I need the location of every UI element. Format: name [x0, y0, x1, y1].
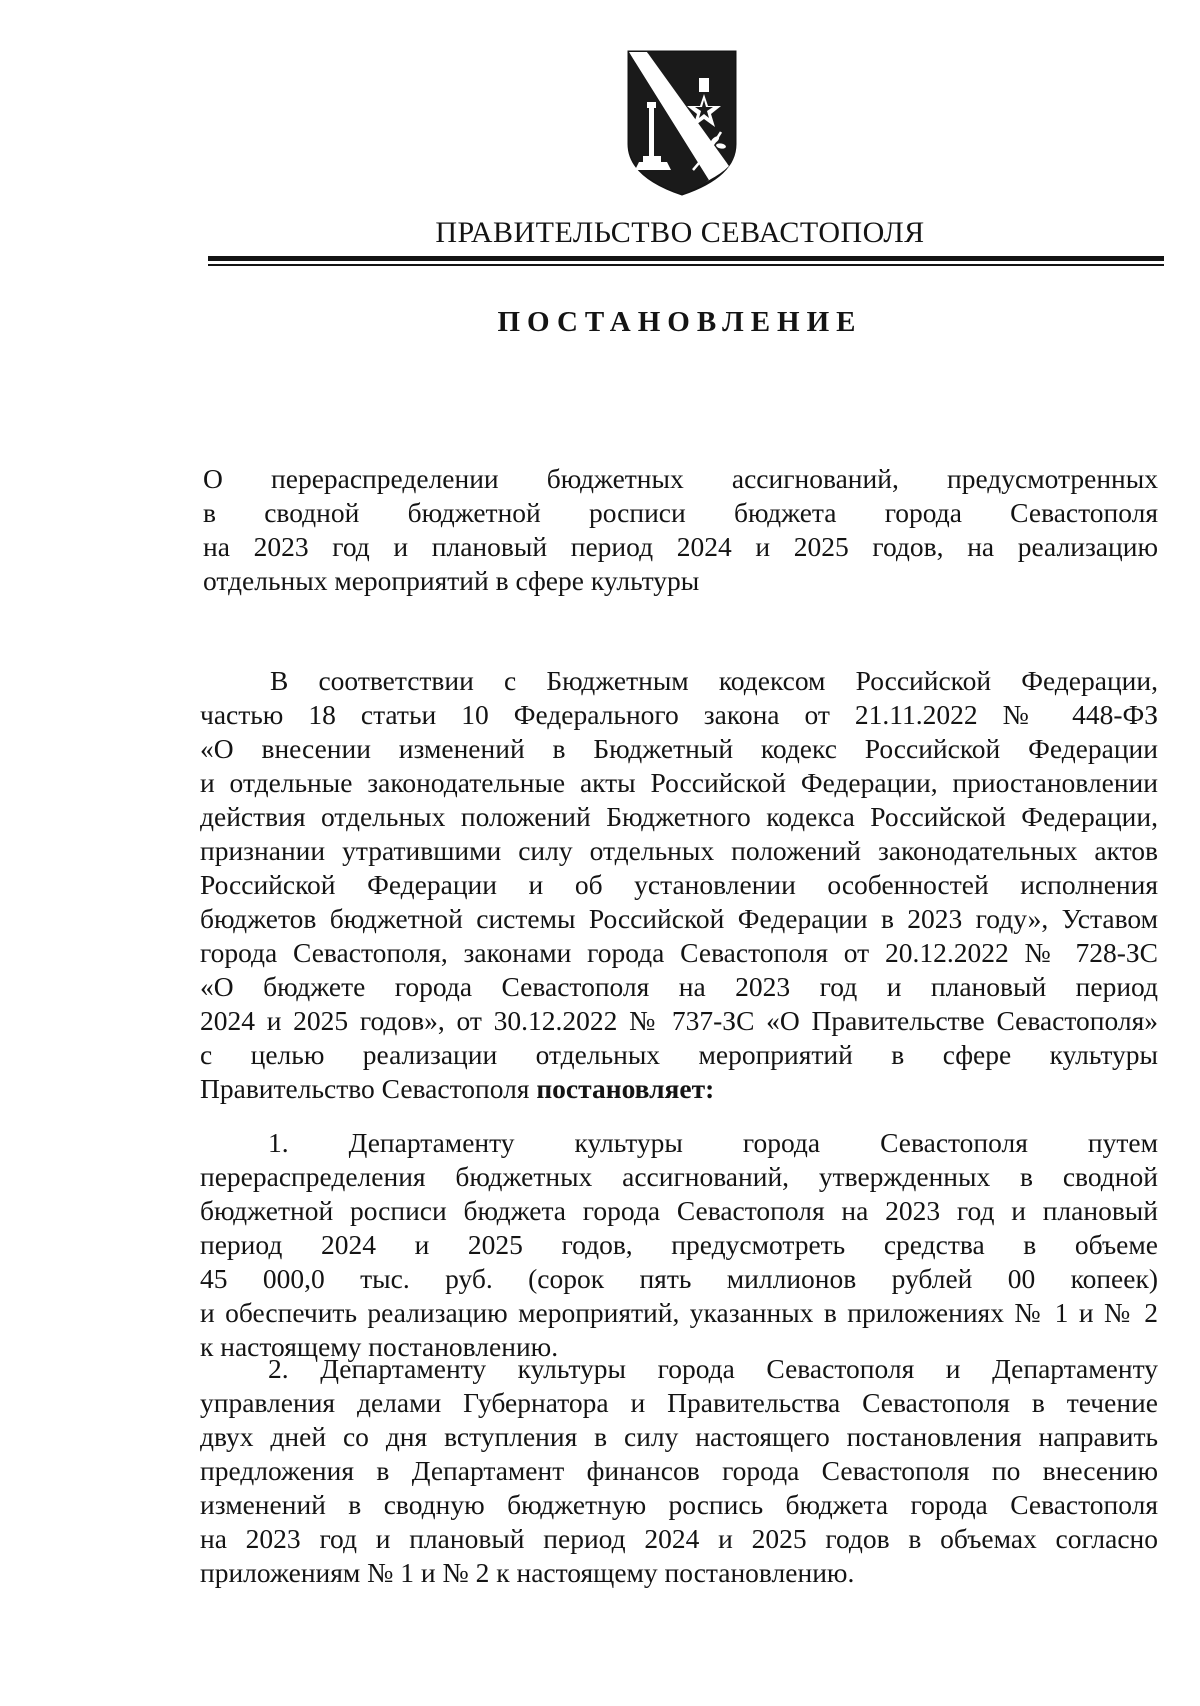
preamble-line: «О внесении изменений в Бюджетный кодекс Российской Федерации — [200, 733, 1158, 764]
clause-line: двух дней со дня вступления в силу настоящего постановления направить — [200, 1421, 1158, 1452]
subject-line: на 2023 год и плановый период 2024 и 2025 годов, на реализацию — [203, 531, 1158, 562]
preamble-line: действия отдельных положений Бюджетного кодекса Российской Федерации, — [200, 801, 1158, 832]
organization-name-text: ПРАВИТЕЛЬСТВО СЕВАСТОПОЛЯ — [435, 216, 925, 249]
header-rule-thick — [208, 256, 1164, 261]
preamble-line: «О бюджете города Севастополя на 2023 год и плановый период — [200, 971, 1158, 1002]
resolution-keyword: постановляет: — [536, 1073, 715, 1104]
preamble-line: частью 18 статьи 10 Федерального закона от 21.11.2022 № 448-ФЗ — [200, 699, 1158, 730]
clause-line: 45 000,0 тыс. руб. (сорок пять миллионов рублей 00 копеек) — [200, 1263, 1158, 1294]
preamble-line: Российской Федерации и об установлении особенностей исполнения — [200, 869, 1158, 900]
subject-line: отдельных мероприятий в сфере культуры — [203, 565, 700, 596]
clause-line: период 2024 и 2025 годов, предусмотреть средства в объеме — [200, 1229, 1158, 1260]
preamble-resolution-line — [200, 1072, 1158, 1106]
header-rule-thin — [208, 264, 1164, 266]
clause-line: изменений в сводную бюджетную роспись бюджета города Севастополя — [200, 1489, 1158, 1520]
document-type-title: ПОСТАНОВЛЕНИЕ — [497, 306, 863, 338]
clause-line: и обеспечить реализацию мероприятий, указанных в приложениях № 1 и № 2 — [200, 1297, 1158, 1328]
preamble-line: 2024 и 2025 годов», от 30.12.2022 № 737-ЗС «О Правительстве Севастополя» — [200, 1005, 1158, 1036]
preamble-line: признании утратившими силу отдельных положений законодательных актов — [200, 835, 1158, 866]
subject-line: О перераспределении бюджетных ассигнований, предусмотренных — [203, 463, 1158, 494]
clause-2 — [200, 1352, 1158, 1590]
sevastopol-coat-of-arms-icon — [625, 48, 739, 198]
clause-line: на 2023 год и плановый период 2024 и 2025 годов в объемах согласно — [200, 1523, 1158, 1554]
clause-line: бюджетной росписи бюджета города Севастополя на 2023 год и плановый — [200, 1195, 1158, 1226]
preamble-line: и отдельные законодательные акты Российской Федерации, приостановлении — [200, 767, 1158, 798]
organization-name — [0, 216, 1200, 250]
preamble-resolution-text: Правительство Севастополя — [200, 1073, 537, 1104]
clause-line: перераспределения бюджетных ассигнований, утвержденных в сводной — [200, 1161, 1158, 1192]
clause-line: к настоящему постановлению. — [200, 1331, 559, 1362]
document-subject — [203, 462, 1158, 598]
clause-line: предложения в Департамент финансов города Севастополя по внесению — [200, 1455, 1158, 1486]
subject-line: в сводной бюджетной росписи бюджета города Севастополя — [203, 497, 1158, 528]
clause-1 — [200, 1126, 1158, 1364]
preamble-paragraph — [200, 664, 1158, 1106]
preamble-line: В соответствии с Бюджетным кодексом Российской Федерации, — [270, 665, 1158, 696]
clause-line: 1. Департаменту культуры города Севастополя путем — [268, 1127, 1158, 1158]
preamble-line: с целью реализации отдельных мероприятий в сфере культуры — [200, 1039, 1158, 1070]
clause-line: приложениям № 1 и № 2 к настоящему постановлению. — [200, 1557, 855, 1588]
clause-line: управления делами Губернатора и Правительства Севастополя в течение — [200, 1387, 1158, 1418]
clause-line: 2. Департаменту культуры города Севастополя и Департаменту — [268, 1353, 1158, 1384]
preamble-line: бюджетов бюджетной системы Российской Федерации в 2023 году», Уставом — [200, 903, 1158, 934]
preamble-line: города Севастополя, законами города Севастополя от 20.12.2022 № 728-ЗС — [200, 937, 1158, 968]
